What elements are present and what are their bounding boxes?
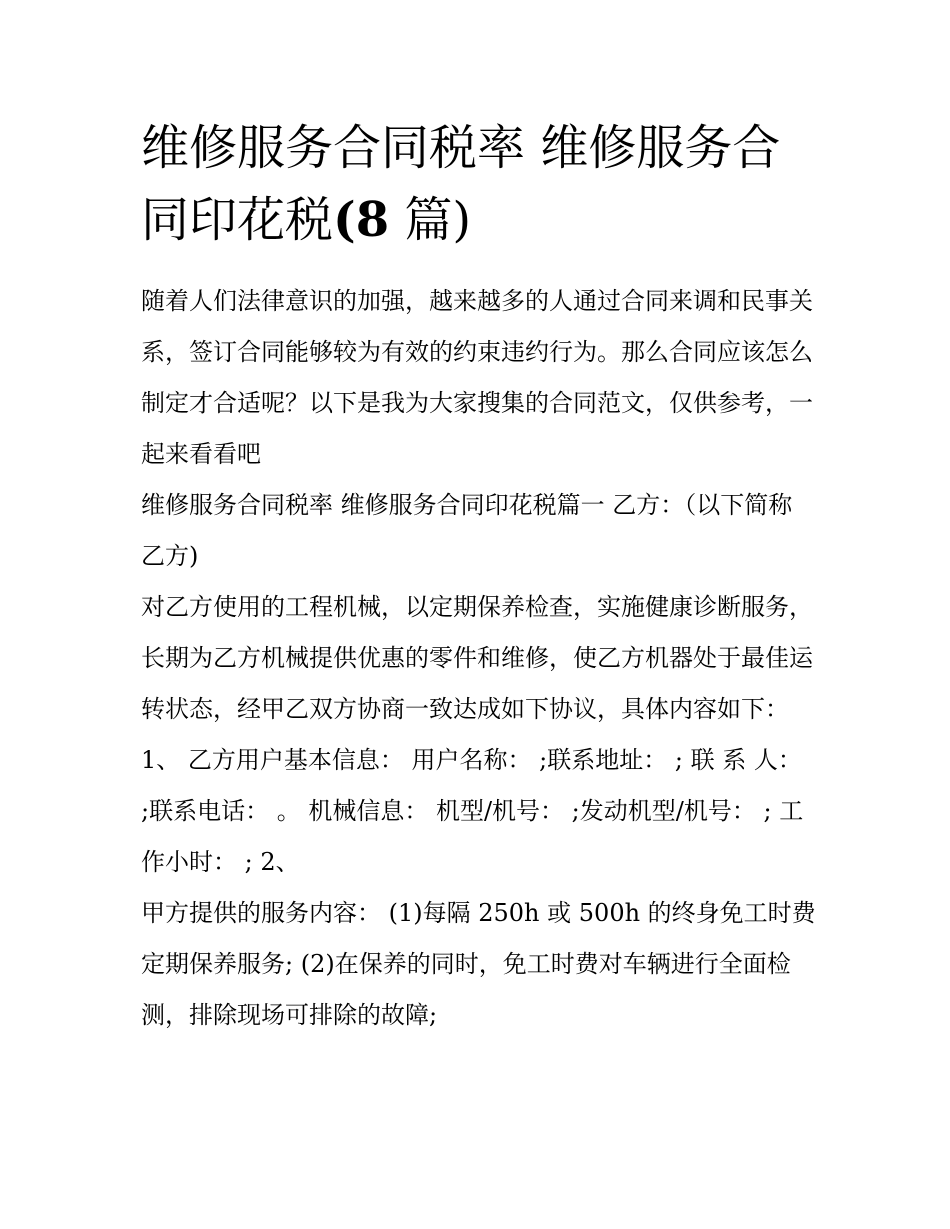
document-title <box>141 112 816 256</box>
intro-paragraph: 随着人们法律意识的加强，越来越多的人通过合同来调和民事关系，签订合同能够较为有效的约束违约行为。那么合同应该怎么制定才合适呢？以下是我为大家搜集的合同范文，仅供参考，一起来看看吧 <box>141 287 813 468</box>
customer-info-paragraph: 1、 乙方用户基本信息： 用户名称： ;联系地址： ; 联 系 人： ;联系电话： 。 机械信息： 机型/机号： ;发动机型/机号： ; 工作小时： ; 2、 <box>141 746 804 876</box>
service-scope-paragraph: 对乙方使用的工程机械，以定期保养检查，实施健康诊断服务，长期为乙方机械提供优惠的零件和维修，使乙方机器处于最佳运转状态，经甲乙双方协商一致达成如下协议，具体内容如下： <box>141 593 813 723</box>
title-text: 维修服务合同税率 维修服务合同印花税 <box>141 120 781 248</box>
section-heading-paragraph: 维修服务合同税率 维修服务合同印花税篇一 乙方：（以下简称乙方) <box>141 491 793 570</box>
title-count: (8 <box>333 192 390 248</box>
service-content-paragraph: 甲方提供的服务内容： (1)每隔 250h 或 500h 的终身免工时费定期保养服务; (2)在保养的同时，免工时费对车辆进行全面检测，排除现场可排除的故障; <box>141 899 816 1029</box>
document-body <box>141 112 816 1041</box>
title-suffix: 篇) <box>389 192 472 248</box>
